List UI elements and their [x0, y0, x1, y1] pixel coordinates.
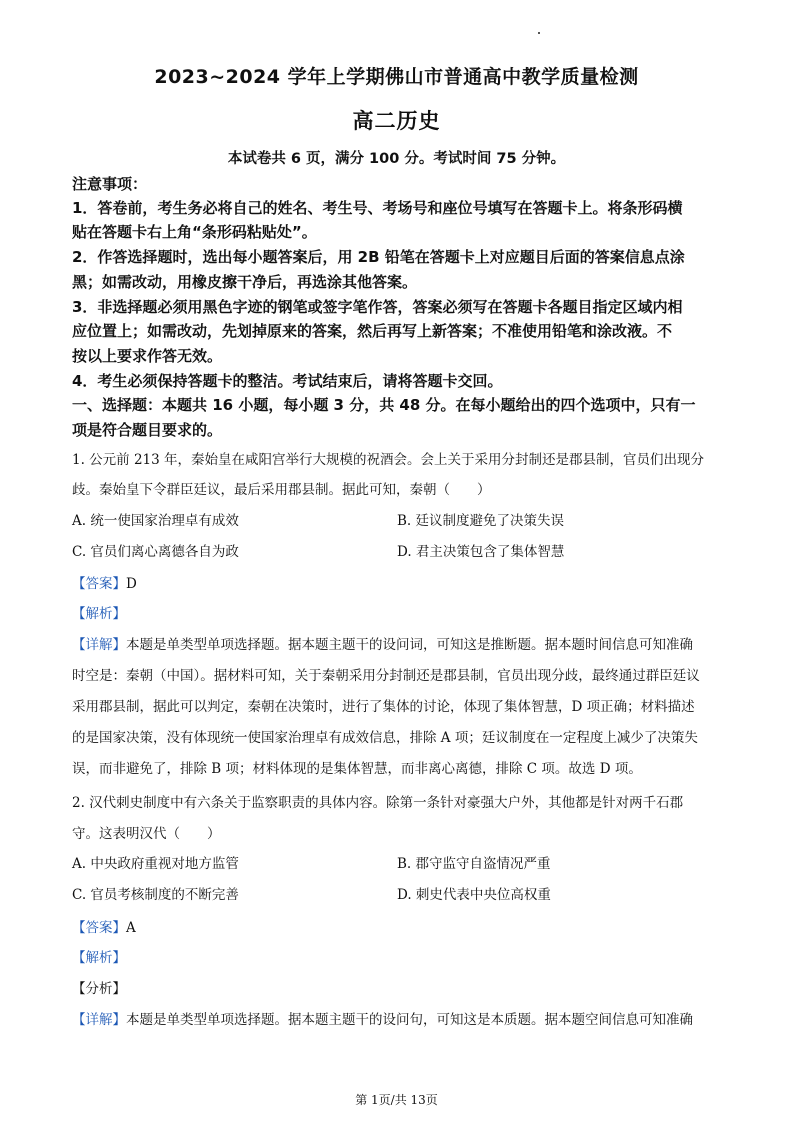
note-2-line-1: 2．作答选择题时，选出每小题答案后，用 2B 铅笔在答题卡上对应题目后面的答案信息点涂 — [72, 248, 685, 266]
q1-stem-line-1: 1. 公元前 213 年，秦始皇在咸阳宫举行大规模的祝酒会。会上关于采用分封制还是郡县制，官员们出现分 — [72, 452, 705, 468]
q1-detail-line-3: 采用郡县制，据此可以判定，秦朝在决策时，进行了集体的讨论，体现了集体智慧，D 项正确；材料描述 — [72, 699, 695, 715]
q1-answer-tag: 【答案】 — [72, 576, 126, 592]
q1-answer-line — [72, 572, 137, 592]
q2-option-c: C. 官员考核制度的不断完善 — [72, 887, 239, 903]
q2-option-b: B. 郡守监守自盗情况严重 — [397, 856, 551, 872]
exam-info: 本试卷共 6 页，满分 100 分。考试时间 75 分钟。 — [227, 151, 566, 167]
q1-answer: D — [126, 576, 137, 592]
q1-detail-line-2: 时空是：秦朝（中国）。据材料可知，关于秦朝采用分封制还是郡县制，官员出现分歧，最终通过群臣廷议 — [72, 668, 700, 684]
q1-detail-line-5: 误，而非避免了，排除 B 项；材料体现的是集体智慧，而非离心离德，排除 C 项。故选 D 项。 — [72, 761, 642, 777]
q1-detail-line-1 — [72, 633, 693, 653]
q1-analysis-label: 【解析】 — [72, 606, 126, 622]
q1-option-a: A. 统一使国家治理卓有成效 — [72, 513, 239, 529]
note-3-line-2: 应位置上；如需改动，先划掉原来的答案，然后再写上新答案；不准使用铅笔和涂改液。不 — [72, 322, 673, 340]
q2-detail-tag: 【详解】 — [72, 1012, 126, 1028]
section1-line-2: 项是符合题目要求的。 — [72, 421, 223, 439]
note-3-line-1: 3．非选择题必须用黑色字迹的钢笔或签字笔作答，答案必须写在答题卡各题目指定区域内相 — [72, 298, 683, 316]
q2-option-a: A. 中央政府重视对地方监管 — [72, 856, 239, 872]
q1-analysis-tag — [72, 602, 126, 622]
subject-title: 高二历史 — [352, 109, 441, 133]
q2-detail-text-1: 本题是单类型单项选择题。据本题主题干的设问句，可知这是本质题。据本题空间信息可知准确 — [126, 1012, 693, 1028]
page-footer: 第 1页/共 13页 — [355, 1093, 438, 1107]
note-1-line-2: 贴在答题卡右上角“条形码粘贴处”。 — [72, 223, 317, 241]
q1-stem-line-2: 歧。秦始皇下令群臣廷议，最后采用郡县制。据此可知，秦朝（ ） — [72, 482, 491, 498]
note-1-line-1: 1．答卷前，考生务必将自己的姓名、考生号、考场号和座位号填写在答题卡上。将条形码横 — [72, 199, 683, 217]
q2-analysis-tag — [72, 946, 126, 966]
q1-option-d: D. 君主决策包含了集体智慧 — [397, 544, 565, 560]
q1-option-c: C. 官员们离心离德各自为政 — [72, 544, 239, 560]
q1-detail-line-4: 的是国家决策，没有体现统一使国家治理卓有成效信息，排除 A 项；廷议制度在一定程度上减少了决策失 — [72, 730, 698, 746]
q2-fenxi-tag: 【分析】 — [72, 981, 126, 997]
q2-stem-line-1: 2. 汉代刺史制度中有六条关于监察职责的具体内容。除第一条针对豪强大户外，其他都是针对两千石郡 — [72, 795, 684, 811]
q2-detail-line-1 — [72, 1008, 693, 1028]
notes-heading: 注意事项： — [72, 175, 148, 193]
q1-detail-text-1: 本题是单类型单项选择题。据本题主题干的设问词，可知这是推断题。据本题时间信息可知准确 — [126, 637, 693, 653]
page-dot — [538, 32, 540, 34]
note-4: 4．考生必须保持答题卡的整洁。考试结束后，请将答题卡交回。 — [72, 372, 503, 390]
section1-line-1: 一、选择题：本题共 16 小题，每小题 3 分，共 48 分。在每小题给出的四个选项中，只有一 — [72, 396, 696, 414]
exam-title: 2023~2024 学年上学期佛山市普通高中教学质量检测 — [154, 66, 639, 88]
q2-stem-line-2: 守。这表明汉代（ ） — [72, 826, 221, 842]
q2-answer-line — [72, 916, 136, 936]
q1-option-b: B. 廷议制度避免了决策失误 — [397, 513, 565, 529]
note-2-line-2: 黑；如需改动，用橡皮擦干净后，再选涂其他答案。 — [72, 273, 418, 291]
q2-option-d: D. 刺史代表中央位高权重 — [397, 887, 551, 903]
q2-analysis-label: 【解析】 — [72, 950, 126, 966]
q2-answer-tag: 【答案】 — [72, 920, 126, 936]
note-3-line-3: 按以上要求作答无效。 — [72, 347, 223, 365]
q2-answer: A — [126, 920, 136, 936]
q1-detail-tag: 【详解】 — [72, 637, 126, 653]
